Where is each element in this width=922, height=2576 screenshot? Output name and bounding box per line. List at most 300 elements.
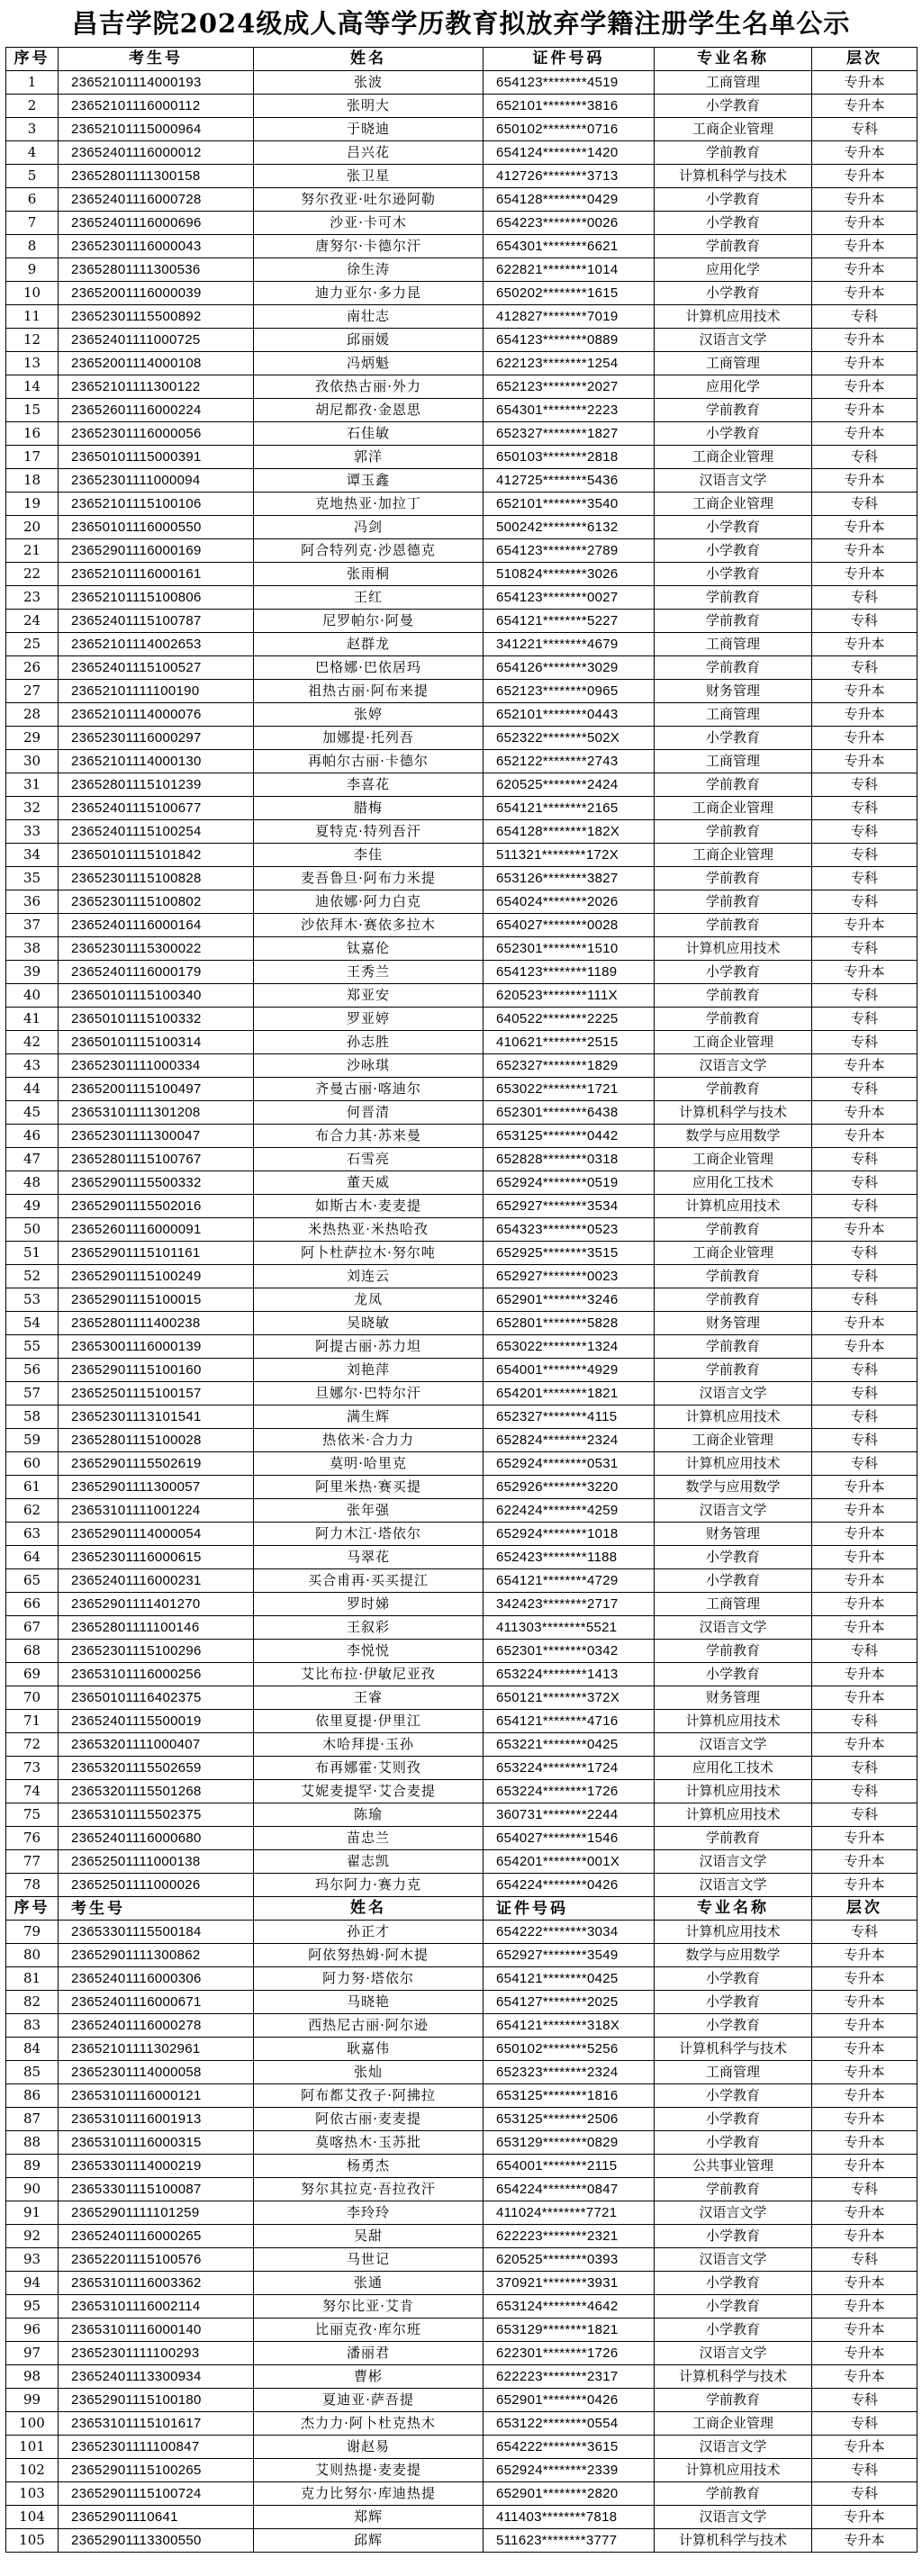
row-seq: 99 (6, 2389, 59, 2412)
row-level: 专升本 (812, 1335, 917, 1359)
row-level: 专科 (812, 797, 917, 820)
row-cert: 654123********1189 (484, 961, 655, 984)
row-cert: 622821********1014 (484, 258, 655, 282)
row-cert: 410621********2515 (484, 1031, 655, 1054)
table-row (6, 2482, 917, 2506)
row-name: 阿提古丽·苏力坦 (254, 1335, 484, 1359)
row-name: 克地热亚·加拉丁 (254, 493, 484, 516)
row-cert: 640522********2225 (484, 1008, 655, 1031)
row-exam-id: 23652901115100249 (59, 1265, 254, 1288)
row-name: 刘连云 (254, 1265, 484, 1288)
row-cert: 654126********3029 (484, 656, 655, 680)
row-major: 汉语言文学 (655, 1874, 812, 1897)
row-major: 计算机科学与技术 (655, 2365, 812, 2389)
table-row (6, 2084, 917, 2108)
row-cert: 654121********2165 (484, 797, 655, 820)
row-name: 苗忠兰 (254, 1827, 484, 1850)
row-level: 专升本 (812, 539, 917, 563)
row-level: 专科 (812, 984, 917, 1008)
row-level: 专升本 (812, 2436, 917, 2459)
row-cert: 652927********3549 (484, 1944, 655, 1967)
header-cell: 序号 (6, 1897, 59, 1921)
row-level: 专升本 (812, 2201, 917, 2225)
row-cert: 650121********372X (484, 1686, 655, 1710)
header-seq: 序号 (6, 48, 59, 71)
row-seq: 43 (6, 1054, 59, 1078)
row-major: 学前教育 (655, 1827, 812, 1850)
table-row (6, 1967, 917, 1991)
row-major: 小学教育 (655, 2272, 812, 2295)
row-major: 汉语言文学 (655, 469, 812, 493)
row-exam-id: 23653301115500184 (59, 1921, 254, 1944)
row-exam-id: 23652301115300022 (59, 937, 254, 961)
row-exam-id: 23652301116000615 (59, 1546, 254, 1569)
row-major: 学前教育 (655, 1335, 812, 1359)
table-row (6, 1991, 917, 2014)
row-cert: 654121********4729 (484, 1569, 655, 1593)
row-level: 专升本 (812, 680, 917, 703)
row-major: 小学教育 (655, 1991, 812, 2014)
row-level: 专升本 (812, 399, 917, 422)
table-row (6, 1640, 917, 1663)
row-level: 专升本 (812, 1991, 917, 2014)
row-seq: 42 (6, 1031, 59, 1054)
row-name: 如斯古木·麦麦提 (254, 1195, 484, 1218)
row-major: 汉语言文学 (655, 1850, 812, 1874)
row-exam-id: 23652401115100787 (59, 610, 254, 633)
table-row (6, 586, 917, 610)
row-level: 专科 (812, 890, 917, 914)
row-exam-id: 23652001115100497 (59, 1078, 254, 1101)
row-exam-id: 23652901115502619 (59, 1452, 254, 1476)
table-row (6, 2131, 917, 2155)
row-cert: 652801********5828 (484, 1312, 655, 1335)
row-name: 何晋清 (254, 1101, 484, 1125)
row-name: 王叙彩 (254, 1616, 484, 1640)
row-exam-id: 23652301115100828 (59, 867, 254, 890)
row-exam-id: 23650101116000550 (59, 516, 254, 539)
table-row (6, 188, 917, 212)
row-exam-id: 23652101114002653 (59, 633, 254, 656)
row-exam-id: 23652901115100724 (59, 2482, 254, 2506)
table-row (6, 1078, 917, 1101)
row-cert: 511623********3777 (484, 2529, 655, 2553)
row-level: 专升本 (812, 1827, 917, 1850)
row-major: 小学教育 (655, 188, 812, 212)
row-seq: 57 (6, 1382, 59, 1406)
row-name: 沙亚·卡可木 (254, 212, 484, 235)
row-major: 工商管理 (655, 352, 812, 375)
row-name: 王红 (254, 586, 484, 610)
row-cert: 654121********4716 (484, 1710, 655, 1733)
table-row (6, 305, 917, 329)
table-row (6, 563, 917, 586)
row-major: 财务管理 (655, 1312, 812, 1335)
table-row (6, 797, 917, 820)
row-name: 张婷 (254, 703, 484, 727)
row-cert: 412725********5436 (484, 469, 655, 493)
row-cert: 652924********0519 (484, 1171, 655, 1195)
row-name: 马翠花 (254, 1546, 484, 1569)
row-seq: 81 (6, 1967, 59, 1991)
row-cert: 652927********3534 (484, 1195, 655, 1218)
row-seq: 100 (6, 2412, 59, 2436)
row-major: 学前教育 (655, 820, 812, 844)
row-seq: 96 (6, 2318, 59, 2342)
row-level: 专科 (812, 937, 917, 961)
row-name: 比丽克孜·库尔班 (254, 2318, 484, 2342)
row-seq: 22 (6, 563, 59, 586)
row-exam-id: 23652101115100106 (59, 493, 254, 516)
row-seq: 89 (6, 2155, 59, 2178)
row-seq: 77 (6, 1850, 59, 1874)
row-cert: 370921********3931 (484, 2272, 655, 2295)
row-exam-id: 23652401116000306 (59, 1967, 254, 1991)
row-seq: 10 (6, 282, 59, 305)
row-major: 小学教育 (655, 1546, 812, 1569)
row-exam-id: 23652301114000058 (59, 2061, 254, 2084)
row-seq: 33 (6, 820, 59, 844)
row-level: 专升本 (812, 1616, 917, 1640)
row-exam-id: 23652801115101239 (59, 773, 254, 797)
row-exam-id: 23652401116000680 (59, 1827, 254, 1850)
table-row (6, 1546, 917, 1569)
row-major: 汉语言文学 (655, 1733, 812, 1757)
row-name: 龙凤 (254, 1288, 484, 1312)
table-row (6, 1031, 917, 1054)
row-exam-id: 23652801111300536 (59, 258, 254, 282)
row-level: 专升本 (812, 1476, 917, 1499)
table-row (6, 1803, 917, 1827)
table-row (6, 890, 917, 914)
row-seq: 90 (6, 2178, 59, 2201)
row-seq: 59 (6, 1429, 59, 1452)
row-major: 小学教育 (655, 95, 812, 118)
row-exam-id: 23652001116000039 (59, 282, 254, 305)
row-cert: 652101********3816 (484, 95, 655, 118)
row-level: 专升本 (812, 188, 917, 212)
row-exam-id: 23652401116000012 (59, 141, 254, 165)
row-major: 计算机应用技术 (655, 1710, 812, 1733)
row-cert: 652327********1829 (484, 1054, 655, 1078)
row-cert: 653129********0829 (484, 2131, 655, 2155)
table-row (6, 1429, 917, 1452)
row-level: 专升本 (812, 2084, 917, 2108)
header-exam-id: 考生号 (59, 48, 254, 71)
table-row (6, 235, 917, 258)
row-seq: 68 (6, 1640, 59, 1663)
row-cert: 511321********172X (484, 844, 655, 867)
row-level: 专升本 (812, 1546, 917, 1569)
row-seq: 24 (6, 610, 59, 633)
row-exam-id: 23653101116000256 (59, 1663, 254, 1686)
row-name: 吕兴花 (254, 141, 484, 165)
row-exam-id: 23650101115100332 (59, 1008, 254, 1031)
row-name: 木哈拜提·玉孙 (254, 1733, 484, 1757)
row-exam-id: 23650101115100340 (59, 984, 254, 1008)
row-major: 工商管理 (655, 71, 812, 95)
row-level: 专升本 (812, 95, 917, 118)
row-seq: 52 (6, 1265, 59, 1288)
row-seq: 35 (6, 867, 59, 890)
row-seq: 94 (6, 2272, 59, 2295)
table-row (6, 1757, 917, 1780)
table-row (6, 1663, 917, 1686)
row-cert: 652901********3246 (484, 1288, 655, 1312)
row-major: 小学教育 (655, 516, 812, 539)
row-major: 计算机应用技术 (655, 1780, 812, 1803)
row-name: 沙依拜木·赛依多拉木 (254, 914, 484, 937)
row-seq: 97 (6, 2342, 59, 2365)
row-name: 麦吾鲁旦·阿布力米提 (254, 867, 484, 890)
row-level: 专升本 (812, 282, 917, 305)
row-name: 李悦悦 (254, 1640, 484, 1663)
row-major: 学前教育 (655, 773, 812, 797)
table-row (6, 844, 917, 867)
table-row (6, 1218, 917, 1242)
table-body (6, 71, 917, 2553)
row-cert: 652924********0531 (484, 1452, 655, 1476)
row-seq: 4 (6, 141, 59, 165)
row-level: 专升本 (812, 1054, 917, 1078)
row-exam-id: 23652401116000696 (59, 212, 254, 235)
header-cell: 专业名称 (655, 1897, 812, 1921)
row-level: 专升本 (812, 1218, 917, 1242)
row-cert: 654222********3034 (484, 1921, 655, 1944)
header-major: 专业名称 (655, 48, 812, 71)
row-seq: 64 (6, 1546, 59, 1569)
row-seq: 65 (6, 1569, 59, 1593)
row-major: 汉语言文学 (655, 1054, 812, 1078)
table-row (6, 1874, 917, 1897)
row-major: 小学教育 (655, 2084, 812, 2108)
row-name: 努尔孜亚·吐尔逊阿勒 (254, 188, 484, 212)
row-cert: 650103********2818 (484, 446, 655, 469)
row-major: 小学教育 (655, 212, 812, 235)
row-cert: 652926********3220 (484, 1476, 655, 1499)
row-level: 专升本 (812, 1944, 917, 1967)
row-seq: 78 (6, 1874, 59, 1897)
table-row (6, 1944, 917, 1967)
row-seq: 76 (6, 1827, 59, 1850)
row-major: 财务管理 (655, 1523, 812, 1546)
row-cert: 622424********4259 (484, 1499, 655, 1523)
row-name: 钛嘉伦 (254, 937, 484, 961)
row-major: 财务管理 (655, 1686, 812, 1710)
row-cert: 652323********2324 (484, 2061, 655, 2084)
row-level: 专升本 (812, 2272, 917, 2295)
row-exam-id: 23653101116000140 (59, 2318, 254, 2342)
row-exam-id: 23652101116000112 (59, 95, 254, 118)
row-cert: 341221********4679 (484, 633, 655, 656)
row-exam-id: 23652501111000026 (59, 1874, 254, 1897)
row-exam-id: 23652901115100265 (59, 2459, 254, 2482)
page-title: 昌吉学院2024级成人高等学历教育拟放弃学籍注册学生名单公示 (71, 8, 851, 39)
row-major: 工商企业管理 (655, 1148, 812, 1171)
row-major: 汉语言文学 (655, 2248, 812, 2272)
row-exam-id: 23652101114000193 (59, 71, 254, 95)
row-name: 唐努尔·卡德尔汗 (254, 235, 484, 258)
row-exam-id: 23652401111000725 (59, 329, 254, 352)
row-major: 计算机科学与技术 (655, 2529, 812, 2553)
row-major: 学前教育 (655, 2178, 812, 2201)
row-seq: 26 (6, 656, 59, 680)
row-name: 沙咏琪 (254, 1054, 484, 1078)
row-cert: 653122********0554 (484, 2412, 655, 2436)
row-seq: 60 (6, 1452, 59, 1476)
row-name: 李玲玲 (254, 2201, 484, 2225)
table-row (6, 329, 917, 352)
row-major: 小学教育 (655, 2295, 812, 2318)
row-major: 学前教育 (655, 1078, 812, 1101)
row-name: 艾妮麦提罕·艾合麦提 (254, 1780, 484, 1803)
row-major: 学前教育 (655, 656, 812, 680)
row-level: 专科 (812, 1288, 917, 1312)
row-seq: 15 (6, 399, 59, 422)
row-exam-id: 23652301111100293 (59, 2342, 254, 2365)
table-row (6, 1242, 917, 1265)
row-seq: 79 (6, 1921, 59, 1944)
table-row (6, 2225, 917, 2248)
row-major: 学前教育 (655, 1218, 812, 1242)
row-level: 专升本 (812, 1101, 917, 1125)
row-major: 计算机应用技术 (655, 1803, 812, 1827)
row-seq: 1 (6, 71, 59, 95)
row-name: 石佳敏 (254, 422, 484, 446)
row-seq: 48 (6, 1171, 59, 1195)
row-cert: 654223********0026 (484, 212, 655, 235)
row-name: 罗时娣 (254, 1593, 484, 1616)
row-name: 加娜提·托列吾 (254, 727, 484, 750)
row-seq: 13 (6, 352, 59, 375)
row-cert: 654123********2789 (484, 539, 655, 563)
row-major: 财务管理 (655, 680, 812, 703)
row-seq: 46 (6, 1125, 59, 1148)
row-seq: 18 (6, 469, 59, 493)
row-major: 计算机应用技术 (655, 1452, 812, 1476)
row-name: 依里夏提·伊里江 (254, 1710, 484, 1733)
row-cert: 500242********6132 (484, 516, 655, 539)
row-exam-id: 23652301115100296 (59, 1640, 254, 1663)
row-level: 专科 (812, 610, 917, 633)
row-exam-id: 23652301111300047 (59, 1125, 254, 1148)
row-major: 工商企业管理 (655, 1429, 812, 1452)
row-exam-id: 23652401115100254 (59, 820, 254, 844)
row-seq: 30 (6, 750, 59, 773)
row-level: 专科 (812, 773, 917, 797)
table-row (6, 165, 917, 188)
row-name: 胡尼都孜·金恩思 (254, 399, 484, 422)
row-exam-id: 23652901111101259 (59, 2201, 254, 2225)
row-level: 专科 (812, 1452, 917, 1476)
row-major: 小学教育 (655, 563, 812, 586)
row-level: 专升本 (812, 2014, 917, 2038)
row-seq: 74 (6, 1780, 59, 1803)
row-name: 张波 (254, 71, 484, 95)
row-seq: 93 (6, 2248, 59, 2272)
row-cert: 654124********1420 (484, 141, 655, 165)
row-level: 专科 (812, 118, 917, 141)
table-row (6, 516, 917, 539)
row-level: 专科 (812, 2389, 917, 2412)
row-level: 专科 (812, 493, 917, 516)
table-row (6, 2459, 917, 2482)
row-cert: 412827********7019 (484, 305, 655, 329)
row-exam-id: 23652401113300934 (59, 2365, 254, 2389)
row-cert: 411403********7818 (484, 2506, 655, 2529)
row-major: 数学与应用数学 (655, 1125, 812, 1148)
table-row (6, 469, 917, 493)
row-name: 冯剑 (254, 516, 484, 539)
row-seq: 85 (6, 2061, 59, 2084)
row-name: 郭洋 (254, 446, 484, 469)
row-level: 专科 (812, 1780, 917, 1803)
table-row (6, 282, 917, 305)
table-row (6, 633, 917, 656)
row-seq: 86 (6, 2084, 59, 2108)
table-row (6, 984, 917, 1008)
row-level: 专科 (812, 2412, 917, 2436)
row-major: 工商管理 (655, 2061, 812, 2084)
row-cert: 653224********1413 (484, 1663, 655, 1686)
row-seq: 56 (6, 1359, 59, 1382)
row-name: 旦娜尔·巴特尔汗 (254, 1382, 484, 1406)
table-row (6, 820, 917, 844)
row-name: 阿依古丽·麦麦提 (254, 2108, 484, 2131)
row-name: 阿布都艾孜子·阿拂拉 (254, 2084, 484, 2108)
row-cert: 654301********2223 (484, 399, 655, 422)
table-row (6, 1710, 917, 1733)
row-cert: 654001********4929 (484, 1359, 655, 1382)
row-exam-id: 23650101115101842 (59, 844, 254, 867)
row-exam-id: 23652801111400238 (59, 1312, 254, 1335)
row-major: 小学教育 (655, 422, 812, 446)
row-cert: 653125********1816 (484, 2084, 655, 2108)
row-seq: 8 (6, 235, 59, 258)
row-level: 专升本 (812, 235, 917, 258)
table-row (6, 1686, 917, 1710)
row-exam-id: 23652801115100028 (59, 1429, 254, 1452)
row-major: 计算机应用技术 (655, 1406, 812, 1429)
row-name: 王秀兰 (254, 961, 484, 984)
row-level: 专科 (812, 586, 917, 610)
row-name: 张明大 (254, 95, 484, 118)
row-major: 工商管理 (655, 633, 812, 656)
header-level: 层次 (812, 48, 917, 71)
table-row (6, 352, 917, 375)
row-seq: 20 (6, 516, 59, 539)
row-level: 专升本 (812, 703, 917, 727)
table-row (6, 2272, 917, 2295)
row-name: 再帕尔古丽·卡德尔 (254, 750, 484, 773)
row-major: 工商企业管理 (655, 1031, 812, 1054)
row-cert: 412726********3713 (484, 165, 655, 188)
row-cert: 654027********1546 (484, 1827, 655, 1850)
row-cert: 411303********5521 (484, 1616, 655, 1640)
row-seq: 55 (6, 1335, 59, 1359)
row-seq: 51 (6, 1242, 59, 1265)
row-seq: 72 (6, 1733, 59, 1757)
row-cert: 653224********1726 (484, 1780, 655, 1803)
row-exam-id: 23652501115100157 (59, 1382, 254, 1406)
table-row (6, 1125, 917, 1148)
row-exam-id: 23652901115101161 (59, 1242, 254, 1265)
row-level: 专升本 (812, 469, 917, 493)
row-level: 专科 (812, 2482, 917, 2506)
row-seq: 41 (6, 1008, 59, 1031)
row-exam-id: 23653101111301208 (59, 1101, 254, 1125)
row-exam-id: 23652101114000076 (59, 703, 254, 727)
